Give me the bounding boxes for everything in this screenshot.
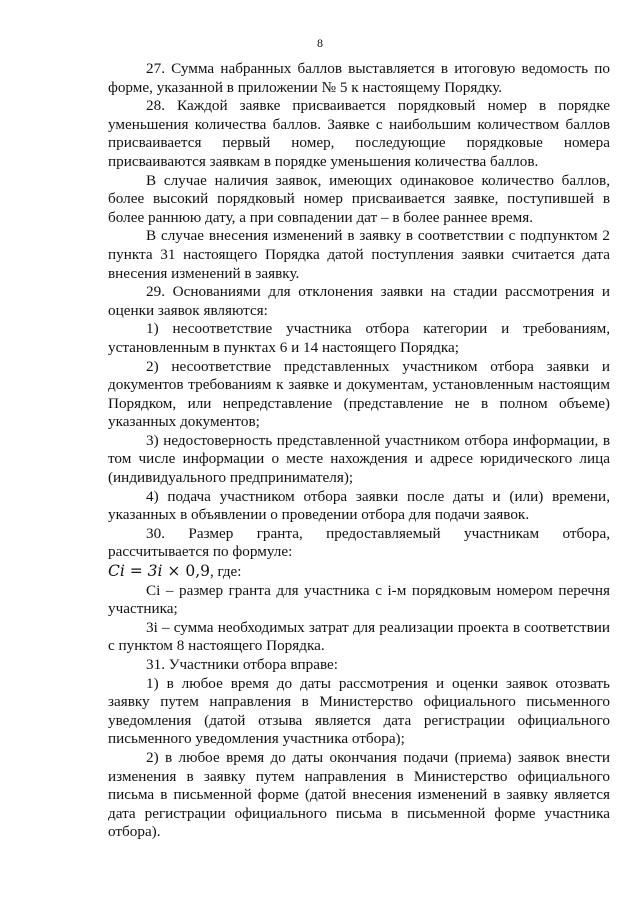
formula-equals: =	[124, 562, 148, 581]
paragraph-28: 28. Каждой заявке присваивается порядковый номер в порядке уменьшения количества баллов. Заявке с наибольшим количеством баллов присваивается первый номер, последующие порядковые номера присваиваются заявкам в порядке уменьшения количества баллов.	[108, 97, 610, 170]
page-number: 8	[317, 36, 323, 50]
paragraph-29: 29. Основаниями для отклонения заявки на стадии рассмотрения и оценки заявок являются:	[108, 283, 610, 319]
paragraph-31-item-2: 2) в любое время до даты окончания подачи (приема) заявок внести изменения в заявку путем направления в Министерство официального письма в письменной форме (датой внесения изменений в заявку является дата регистрации официального письма в письменной форме участника отбора).	[108, 748, 610, 841]
paragraph-28-changes: В случае внесения изменений в заявку в соответствии с подпунктом 2 пункта 31 настоящего Порядка датой поступления заявки считается дата внесения изменений в заявку.	[108, 227, 610, 282]
paragraph-28-equal-scores: В случае наличия заявок, имеющих одинаковое количество баллов, более высокий порядковый номер присваивается заявке, поступившей в более раннюю дату, а при совпадении дат – в более раннее время.	[108, 171, 610, 226]
paragraph-27: 27. Сумма набранных баллов выставляется в итоговую ведомость по форме, указанной в приложении № 5 к настоящему Порядку.	[108, 60, 610, 96]
paragraph-29-item-3: 3) недостоверность представленной участником отбора информации, в том числе информации о месте нахождения и адресе юридического лица (индивидуального предпринимателя);	[108, 431, 610, 487]
paragraph-29-item-2: 2) несоответствие представленных участником отбора заявки и документов требованиям к заявке и документам, установленным настоящим Порядком, или непредставление (представление не в полном объеме) указанных документов;	[108, 357, 610, 431]
paragraph-31-item-1: 1) в любое время до даты рассмотрения и оценки заявок отозвать заявку путем направления в Министерство официального письменного уведомления (датой отзыва является дата регистрации официального письменного уведомления участника отбора);	[108, 674, 610, 748]
formula-tail: , где:	[210, 564, 242, 581]
paragraph-29-item-1: 1) несоответствие участника отбора категории и требованиям, установленным в пунктах 6 и 14 настоящего Порядка;	[108, 320, 610, 356]
formula-lhs: Ci	[108, 562, 125, 581]
definition-3i: 3i – сумма необходимых затрат для реализации проекта в соответствии с пунктом 8 настоящего Порядка.	[108, 618, 610, 655]
paragraph-31: 31. Участники отбора вправе:	[146, 656, 339, 673]
formula-times: ×	[162, 562, 186, 581]
grant-formula	[108, 562, 610, 582]
paragraph-29-item-4: 4) подача участником отбора заявки после даты и (или) времени, указанных в объявлении о проведении отбора для подачи заявок.	[108, 487, 610, 524]
document-body	[108, 60, 610, 842]
formula-coefficient: 0,9	[185, 562, 210, 581]
definition-ci: Ci – размер гранта для участника с i-м порядковым номером перечня участника;	[108, 581, 610, 618]
formula-rhs-costs: 3i	[147, 562, 163, 581]
paragraph-30: 30. Размер гранта, предоставляемый участникам отбора, рассчитывается по формуле:	[108, 524, 610, 561]
